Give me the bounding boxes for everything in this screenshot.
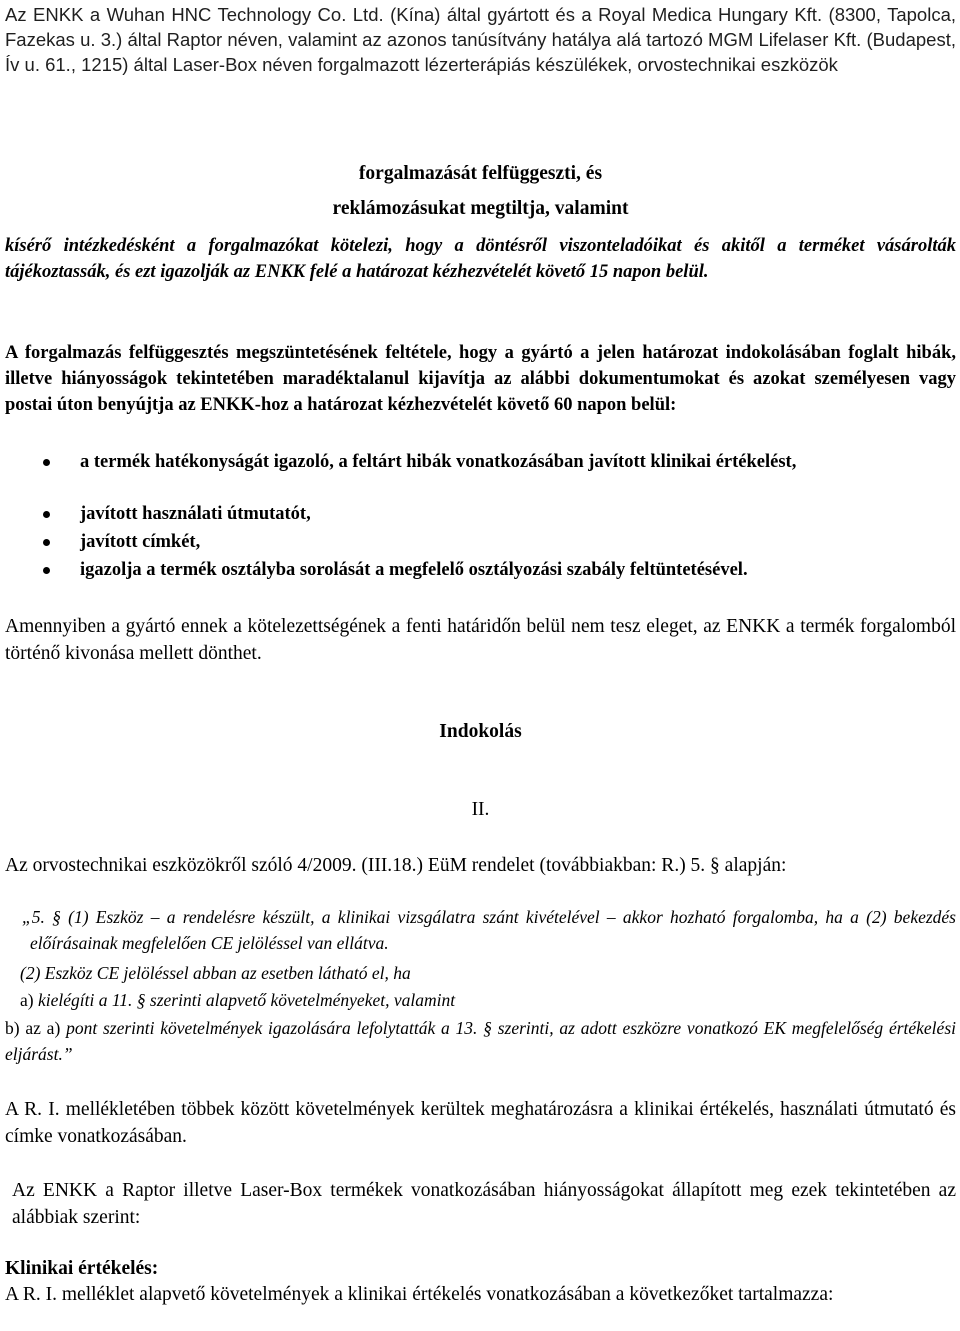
list-item: javított címkét,: [5, 529, 956, 557]
quote-point-b: [5, 1016, 956, 1067]
suspension-condition: A forgalmazás felfüggesztés megszüntetésének feltétele, hogy a gyártó a jelen határozat indokolásában foglalt hibák, illetve hiányosságok tekintetében maradéktalanul kijavítja az alábbi dokumentumokat és azokat személyesen vagy postai úton benyújtja az ENKK-hoz a határozat kézhezvételét követő 60 napon belül:: [5, 343, 956, 415]
annex-paragraph: A R. I. mellékletében többek között követelmények kerültek meghatározásra a klinikai értékelés, használati útmutató és címke vonatkozásában.: [5, 1099, 956, 1147]
decision-suspension: forgalmazását felfüggeszti, és: [358, 163, 603, 184]
accompanying-measure: kísérő intézkedésként a forgalmazókat kötelezi, hogy a döntésről viszonteladóikat és akitől a terméket vásárolták tájékoztassák, és ezt igazolják az ENKK felé a határozat kézhezvételét követő 15 napon belül.: [5, 236, 956, 282]
required-documents-list: [5, 449, 956, 583]
list-item: igazolja a termék osztályba sorolását a megfelelő osztályozási szabály feltüntetésével.: [5, 557, 956, 583]
section-heading-indokolas: Indokolás: [439, 721, 522, 742]
quote-paragraph-5-2: (2) Eszköz CE jelöléssel abban az esetben látható el, ha: [20, 963, 411, 983]
quote-point-b-label: b) az a): [5, 1018, 61, 1038]
decision-advertising-ban: reklámozásukat megtiltja, valamint: [332, 198, 629, 219]
deficiencies-paragraph: Az ENKK a Raptor illetve Laser-Box termékek vonatkozásában hiányosságokat állapított meg ezek tekintetében az alábbiak szerint:: [12, 1180, 956, 1228]
quote-point-a-label: a): [20, 990, 34, 1010]
section-roman-numeral: II.: [471, 799, 490, 820]
intro-paragraph: Az ENKK a Wuhan HNC Technology Co. Ltd. (Kína) által gyártott és a Royal Medica Hungary Kft. (8300, Tapolca, Fazekas u. 3.) által Raptor néven, valamint az azonos tanúsítvány hatálya alá tartozó MGM Lifelaser Kft. (Budapest, Ív u. 61., 1215) által Laser-Box néven forgalmazott lézerterápiás készülékek, orvostechnikai eszközök: [5, 4, 956, 75]
quote-point-a-text: kielégíti a 11. § szerinti alapvető követelményeket, valamint: [37, 990, 456, 1010]
clinical-evaluation-heading: Klinikai értékelés:: [5, 1258, 159, 1279]
withdrawal-paragraph: Amennyiben a gyártó ennek a kötelezettségének a fenti határidőn belül nem tesz eleget, az ENKK a termék forgalomból történő kivonása mellett dönthet.: [5, 616, 956, 664]
quote-paragraph-5-1: „5. § (1) Eszköz – a rendelésre készült, a klinikai vizsgálatra szánt kivételével – akkor hozható forgalomba, ha a (2) bekezdés előírásainak megfelelően CE jelöléssel van ellátva.: [22, 907, 956, 953]
regulation-reference: Az orvostechnikai eszközökről szóló 4/2009. (III.18.) EüM rendelet (továbbiakban: R.) 5. § alapján:: [5, 855, 787, 876]
quote-point-a: [20, 988, 956, 1014]
quote-point-b-text: pont szerinti követelmények igazolására lefolytatták a 13. § szerinti, az adott eszközre vonatkozó EK megfelelőség értékelési eljárást.”: [5, 1018, 956, 1064]
clinical-evaluation-text: A R. I. melléklet alapvető követelmények a klinikai értékelés vonatkozásában a következőket tartalmazza:: [5, 1284, 834, 1305]
list-item: a termék hatékonyságát igazoló, a feltárt hibák vonatkozásában javított klinikai értékelést,: [5, 449, 956, 501]
list-item: javított használati útmutatót,: [5, 501, 956, 529]
